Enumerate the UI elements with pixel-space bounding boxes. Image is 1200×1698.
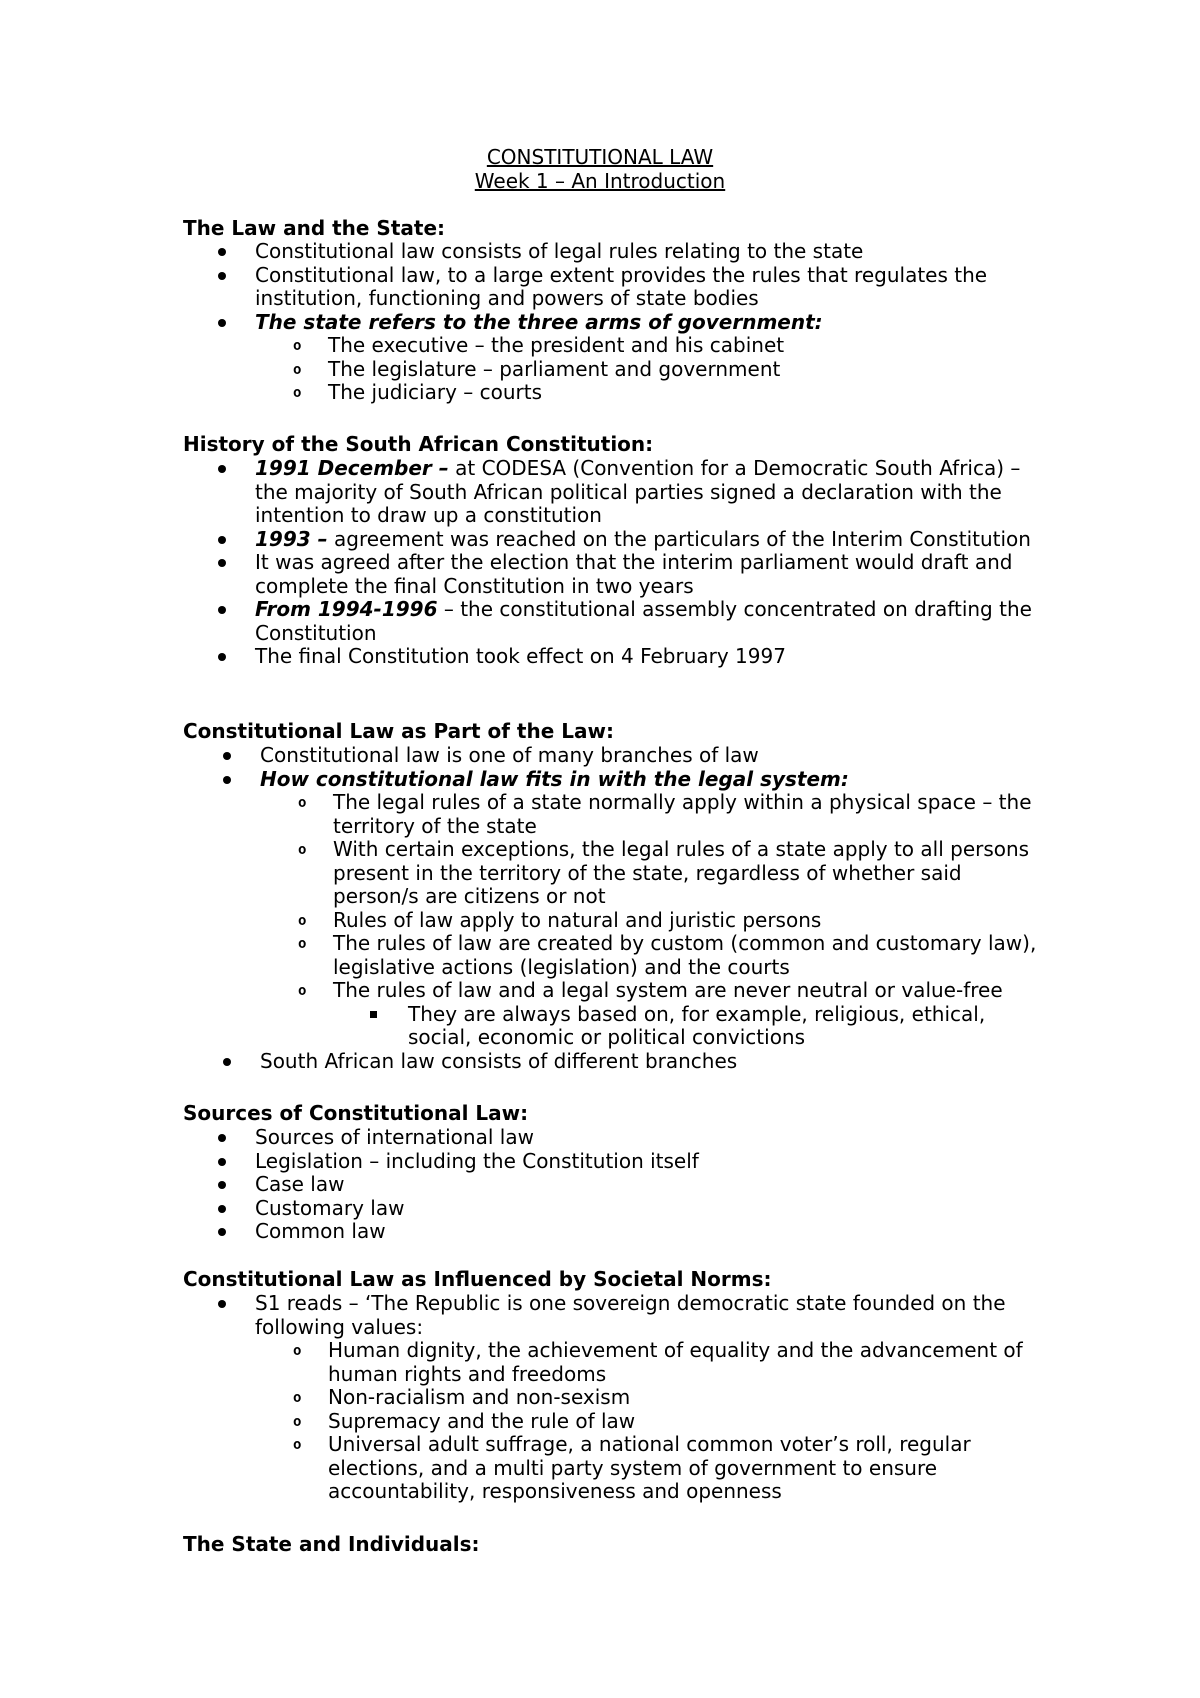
circle-bullet-icon: o	[298, 983, 307, 999]
section-heading-sources: Sources of Constitutional Law:	[183, 1101, 529, 1125]
societal-norms-list	[183, 1292, 1043, 1504]
bullet-icon	[218, 536, 226, 544]
bullet-icon	[223, 752, 231, 760]
list-item: S1 reads – ‘The Republic is one sovereign democratic state founded on the following values:	[183, 1292, 1043, 1339]
list-item: o Non-racialism and non-sexism	[293, 1385, 631, 1409]
list-item: The final Constitution took effect on 4 February 1997	[183, 645, 1043, 669]
circle-bullet-icon: o	[293, 1343, 302, 1359]
list-item: o The judiciary – courts	[293, 380, 543, 404]
section-heading-law-and-state: The Law and the State:	[183, 216, 446, 240]
list-item: Legislation – including the Constitution itself	[183, 1150, 1043, 1174]
circle-bullet-icon: o	[298, 936, 307, 952]
list-item: Sources of international law	[183, 1126, 1043, 1150]
list-item: Common law	[183, 1220, 1043, 1244]
list-item: They are always based on, for example, religious, ethical, social, economic or political convictions	[183, 1003, 1043, 1050]
list-item: o With certain exceptions, the legal rules of a state apply to all persons present in the territory of the state, regardless of whether said person/s are citizens or not	[298, 837, 1030, 908]
circle-bullet-icon: o	[293, 1437, 302, 1453]
sources-list	[183, 1126, 1043, 1244]
bullet-icon	[218, 465, 226, 473]
list-item: South African law consists of different branches	[183, 1050, 1043, 1074]
bullet-icon	[218, 272, 226, 280]
bullet-icon	[218, 1228, 226, 1236]
list-item: Case law	[183, 1173, 1043, 1197]
document-title: CONSTITUTIONAL LAW	[486, 145, 714, 169]
list-item: Constitutional law consists of legal rules relating to the state	[183, 240, 1043, 264]
list-item: o The legal rules of a state normally apply within a physical space – the territory of the state	[298, 790, 1032, 838]
bullet-icon	[218, 1181, 226, 1189]
section-heading-history: History of the South African Constitution:	[183, 432, 654, 456]
circle-bullet-icon: o	[293, 1390, 302, 1406]
list-item: 1991 December – at CODESA (Convention for a Democratic South Africa) – the majority of South African political parties signed a declaration with the intention to draw up a constitution	[183, 457, 1043, 528]
section-heading-state-individuals: The State and Individuals:	[183, 1532, 480, 1556]
list-item: Customary law	[183, 1197, 1043, 1221]
list-item: From 1994-1996 – the constitutional assembly concentrated on drafting the Constitution	[183, 598, 1043, 645]
square-bullet-icon	[370, 1011, 377, 1018]
list-item: o Universal adult suffrage, a national common voter’s roll, regular elections, and a multi party system of government to ensure accountability, responsiveness and openness	[293, 1432, 971, 1503]
list-item: o The rules of law are created by custom (common and customary law), legislative actions (legislation) and the courts	[298, 931, 1037, 979]
list-item: o Human dignity, the achievement of equality and the advancement of human rights and freedoms	[293, 1338, 1023, 1386]
list-item: Constitutional law, to a large extent provides the rules that regulates the institution, functioning and powers of state bodies	[183, 264, 1043, 311]
list-item: How constitutional law fits in with the legal system:	[183, 768, 1043, 792]
circle-bullet-icon: o	[293, 338, 302, 354]
circle-bullet-icon: o	[298, 795, 307, 811]
bullet-icon	[218, 606, 226, 614]
list-item: Constitutional law is one of many branches of law	[183, 744, 1043, 768]
list-item: o Supremacy and the rule of law	[293, 1408, 636, 1433]
document-subtitle: Week 1 – An Introduction	[474, 169, 726, 193]
bullet-icon	[218, 653, 226, 661]
list-item: o Rules of law apply to natural and juristic persons	[298, 907, 822, 932]
bullet-icon	[218, 1158, 226, 1166]
circle-bullet-icon: o	[298, 842, 307, 858]
bullet-icon	[223, 776, 231, 784]
list-item: The state refers to the three arms of government:	[183, 311, 1043, 335]
list-item: 1993 – agreement was reached on the particulars of the Interim Constitution	[183, 528, 1043, 552]
bullet-icon	[218, 319, 226, 327]
bullet-icon	[218, 248, 226, 256]
history-list	[183, 457, 1043, 669]
bullet-icon	[218, 1134, 226, 1142]
bullet-icon	[223, 1058, 231, 1066]
list-item: o The legislature – parliament and government	[293, 356, 781, 381]
circle-bullet-icon: o	[298, 912, 307, 929]
bullet-icon	[218, 559, 226, 567]
law-and-state-list	[183, 240, 1043, 405]
circle-bullet-icon: o	[293, 1413, 302, 1430]
section-heading-societal-norms: Constitutional Law as Influenced by Societal Norms:	[183, 1267, 772, 1291]
section-heading-part-of-law: Constitutional Law as Part of the Law:	[183, 719, 614, 743]
circle-bullet-icon: o	[293, 361, 302, 378]
part-of-law-list	[183, 744, 1043, 1073]
list-item: o The executive – the president and his cabinet	[293, 333, 785, 357]
bullet-icon	[218, 1300, 226, 1308]
bullet-icon	[218, 1205, 226, 1213]
list-item: o The rules of law and a legal system are never neutral or value-free	[298, 978, 1003, 1002]
list-item: It was agreed after the election that the interim parliament would draft and complete the final Constitution in two years	[183, 551, 1043, 598]
circle-bullet-icon: o	[293, 385, 302, 401]
